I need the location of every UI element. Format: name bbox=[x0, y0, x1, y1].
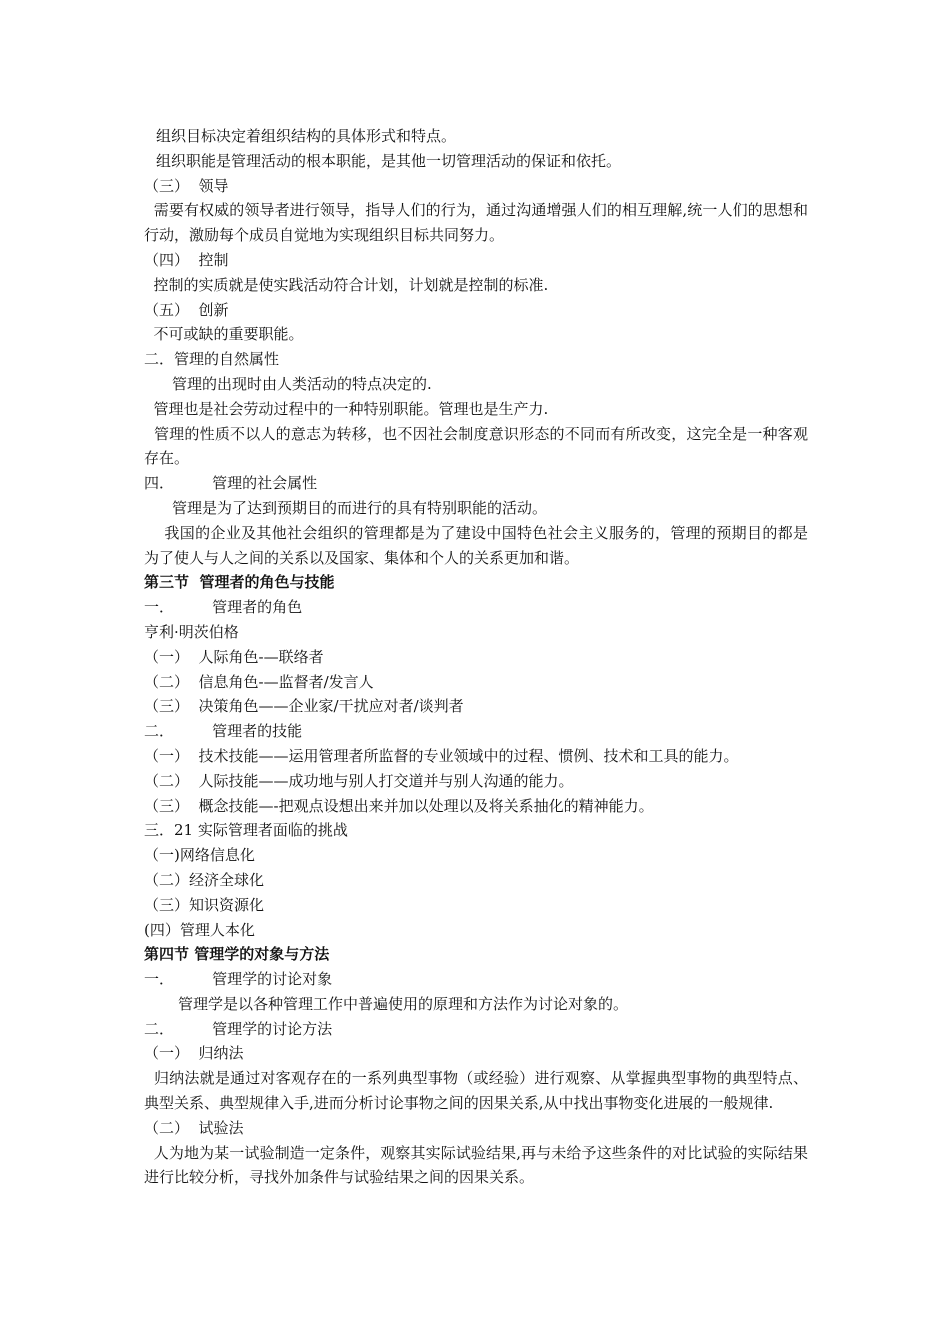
list-item: （二） 信息角色-—监督者/发言人 bbox=[144, 672, 374, 691]
paragraph: 管理的出现时由人类活动的特点决定的. bbox=[172, 374, 432, 393]
section-heading: 四． 管理的社会属性 bbox=[144, 474, 318, 493]
chapter-section-title: 第四节 管理学的对象与方法 bbox=[144, 945, 330, 964]
list-item: （三） 决策角色——企业家/干扰应对者/谈判者 bbox=[144, 697, 464, 716]
list-item: （三）知识资源化 bbox=[144, 895, 265, 914]
list-item: （二） 人际技能——成功地与别人打交道并与别人沟通的能力。 bbox=[144, 771, 574, 790]
subheading: （四） 控制 bbox=[144, 250, 229, 269]
paragraph: 管理学是以各种管理工作中普遍使用的原理和方法作为讨论对象的。 bbox=[178, 994, 629, 1013]
paragraph: 我国的企业及其他社会组织的管理都是为了建设中国特色社会主义服务的，管理的预期目的都是为了使人与人之间的关系以及国家、集体和个人的关系更加和谐。 bbox=[144, 523, 808, 567]
subheading: （三） 领导 bbox=[144, 176, 229, 195]
paragraph: 管理是为了达到预期目的而进行的具有特别职能的活动。 bbox=[172, 498, 548, 517]
paragraph: 控制的实质就是使实践活动符合计划，计划就是控制的标准. bbox=[144, 275, 549, 294]
section-heading: 一． 管理学的讨论对象 bbox=[144, 970, 333, 989]
document-body bbox=[144, 124, 808, 1190]
section-heading: 三．21 实际管理者面临的挑战 bbox=[144, 821, 348, 840]
paragraph: 亨利·明茨伯格 bbox=[144, 622, 239, 641]
paragraph: 需要有权威的领导者进行领导，指导人们的行为，通过沟通增强人们的相互理解,统一人们的思想和行动，激励每个成员自觉地为实现组织目标共同努力。 bbox=[144, 201, 808, 245]
section-heading: 二． 管理学的讨论方法 bbox=[144, 1019, 333, 1038]
list-item: （一） 人际角色-—联络者 bbox=[144, 647, 324, 666]
paragraph: 人为地为某一试验制造一定条件，观察其实际试验结果,再与未给予这些条件的对比试验的实际结果进行比较分析，寻找外加条件与试验结果之间的因果关系。 bbox=[144, 1143, 808, 1187]
chapter-section-title: 第三节 管理者的角色与技能 bbox=[144, 573, 335, 592]
subheading: （一） 归纳法 bbox=[144, 1044, 244, 1063]
paragraph: 归纳法就是通过对客观存在的一系列典型事物（或经验）进行观察、从掌握典型事物的典型特点、典型关系、典型规律入手,进而分析讨论事物之间的因果关系,从中找出事物变化进展的一般规律. bbox=[144, 1069, 808, 1113]
list-item: （三） 概念技能—-把观点设想出来并加以处理以及将关系抽化的精神能力。 bbox=[144, 796, 654, 815]
list-item: （二）经济全球化 bbox=[144, 870, 265, 889]
subheading: （五） 创新 bbox=[144, 300, 229, 319]
paragraph: 组织职能是管理活动的根本职能，是其他一切管理活动的保证和依托。 bbox=[156, 151, 622, 170]
paragraph: 管理也是社会劳动过程中的一种特别职能。管理也是生产力. bbox=[144, 399, 549, 418]
list-item: (四）管理人本化 bbox=[144, 920, 255, 939]
section-heading: 一． 管理者的角色 bbox=[144, 598, 303, 617]
paragraph: 组织目标决定着组织结构的具体形式和特点。 bbox=[156, 127, 457, 145]
list-item: （一） 技术技能——运用管理者所监督的专业领域中的过程、惯例、技术和工具的能力。 bbox=[144, 746, 739, 765]
subheading: （二） 试验法 bbox=[144, 1118, 244, 1137]
section-heading: 二．管理的自然属性 bbox=[144, 350, 280, 369]
section-heading: 二． 管理者的技能 bbox=[144, 722, 303, 741]
paragraph: 管理的性质不以人的意志为转移，也不因社会制度意识形态的不同而有所改变，这完全是一种客观存在。 bbox=[144, 424, 808, 468]
paragraph: 不可或缺的重要职能。 bbox=[144, 325, 304, 344]
list-item: （一)网络信息化 bbox=[144, 846, 255, 865]
